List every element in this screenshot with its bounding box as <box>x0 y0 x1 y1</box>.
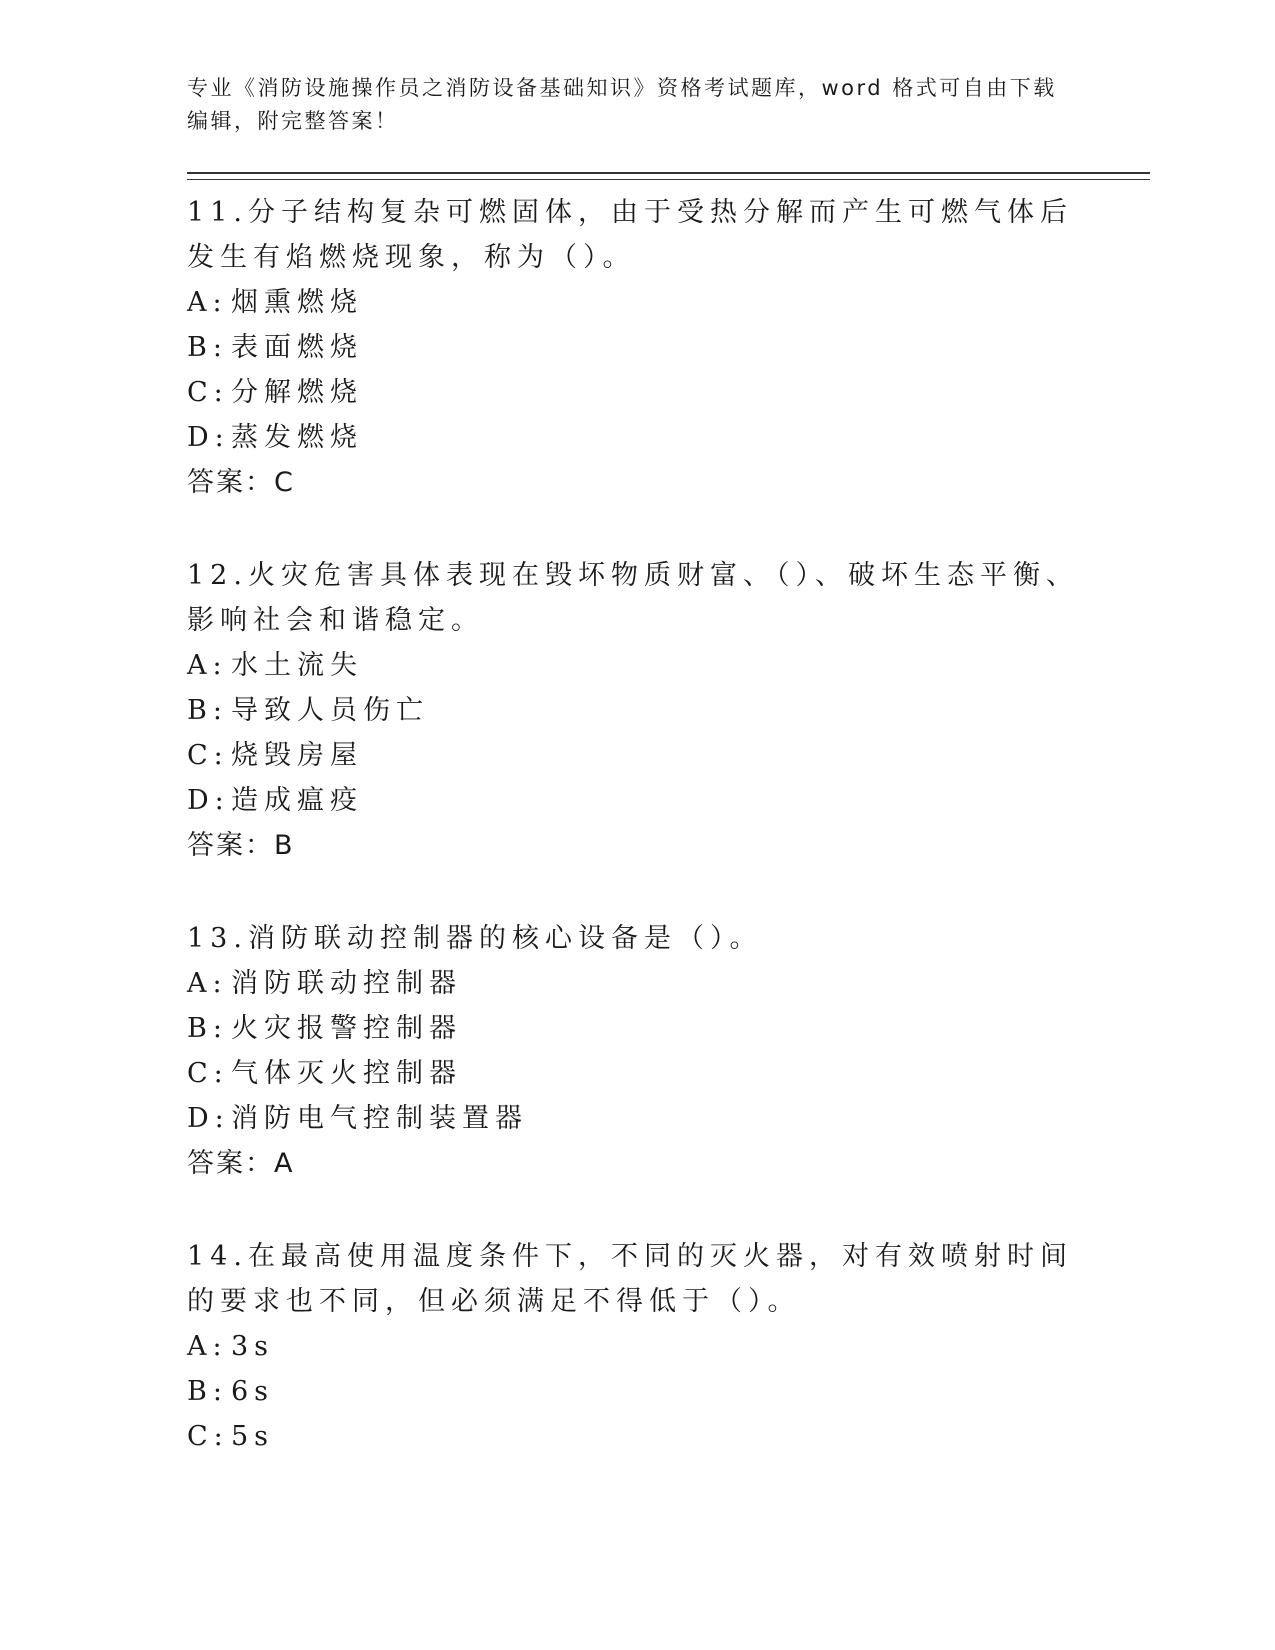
option-a <box>187 280 1150 325</box>
option-letter: C: <box>187 377 229 408</box>
answer-line: 答案：A <box>187 1148 295 1179</box>
answer-line: 答案：C <box>187 467 295 498</box>
question-12 <box>187 553 1150 868</box>
question-11 <box>187 190 1150 505</box>
option-letter: B: <box>187 1013 228 1044</box>
question-14 <box>187 1234 1150 1459</box>
option-text: 烟熏燃烧 <box>231 287 363 318</box>
option-text: 水土流失 <box>231 650 363 681</box>
option-letter: C: <box>187 1058 229 1089</box>
option-a <box>187 1324 1150 1369</box>
option-letter: A: <box>187 287 228 318</box>
option-d <box>187 778 1150 823</box>
option-text: 分解燃烧 <box>231 377 363 408</box>
question-stem: 12.火灾危害具体表现在毁坏物质财富、（）、破坏生态平衡、影响社会和谐稳定。 <box>187 560 1079 636</box>
option-letter: C: <box>187 1421 229 1452</box>
option-letter: B: <box>187 1376 228 1407</box>
question-stem: 11.分子结构复杂可燃固体，由于受热分解而产生可燃气体后发生有焰燃烧现象，称为（）。 <box>187 197 1073 273</box>
option-letter: D: <box>187 785 230 816</box>
option-b <box>187 1006 1150 1051</box>
option-letter: A: <box>187 650 228 681</box>
option-text: 造成瘟疫 <box>231 785 363 816</box>
option-letter: A: <box>187 1331 228 1362</box>
question-stem: 13.消防联动控制器的核心设备是（）。 <box>187 923 763 954</box>
option-text: 火灾报警控制器 <box>231 1013 462 1044</box>
header-divider <box>187 172 1150 180</box>
option-letter: C: <box>187 740 229 771</box>
document-intro: 专业《消防设施操作员之消防设备基础知识》资格考试题库，word 格式可自由下载编辑，附完整答案！ <box>187 76 1057 133</box>
option-letter: B: <box>187 332 228 363</box>
option-letter: B: <box>187 695 228 726</box>
option-text: 气体灭火控制器 <box>231 1058 462 1089</box>
option-b <box>187 1369 1150 1414</box>
question-13 <box>187 916 1150 1186</box>
option-text: 表面燃烧 <box>231 332 363 363</box>
option-text: 5s <box>231 1421 275 1452</box>
option-a <box>187 961 1150 1006</box>
option-text: 6s <box>231 1376 275 1407</box>
option-text: 烧毁房屋 <box>231 740 363 771</box>
option-d <box>187 1096 1150 1141</box>
option-text: 3s <box>231 1331 275 1362</box>
option-text: 导致人员伤亡 <box>231 695 429 726</box>
option-c <box>187 733 1150 778</box>
answer-line: 答案：B <box>187 830 295 861</box>
option-letter: D: <box>187 422 230 453</box>
document-page <box>187 72 1150 1459</box>
option-text: 消防联动控制器 <box>231 968 462 999</box>
question-stem: 14.在最高使用温度条件下，不同的灭火器，对有效喷射时间的要求也不同，但必须满足不得低于（）。 <box>187 1241 1073 1317</box>
option-b <box>187 325 1150 370</box>
option-c <box>187 370 1150 415</box>
option-b <box>187 688 1150 733</box>
option-letter: D: <box>187 1103 230 1134</box>
option-text: 蒸发燃烧 <box>231 422 363 453</box>
option-c <box>187 1051 1150 1096</box>
option-c <box>187 1414 1150 1459</box>
option-d <box>187 415 1150 460</box>
option-a <box>187 643 1150 688</box>
option-text: 消防电气控制装置器 <box>231 1103 528 1134</box>
option-letter: A: <box>187 968 228 999</box>
